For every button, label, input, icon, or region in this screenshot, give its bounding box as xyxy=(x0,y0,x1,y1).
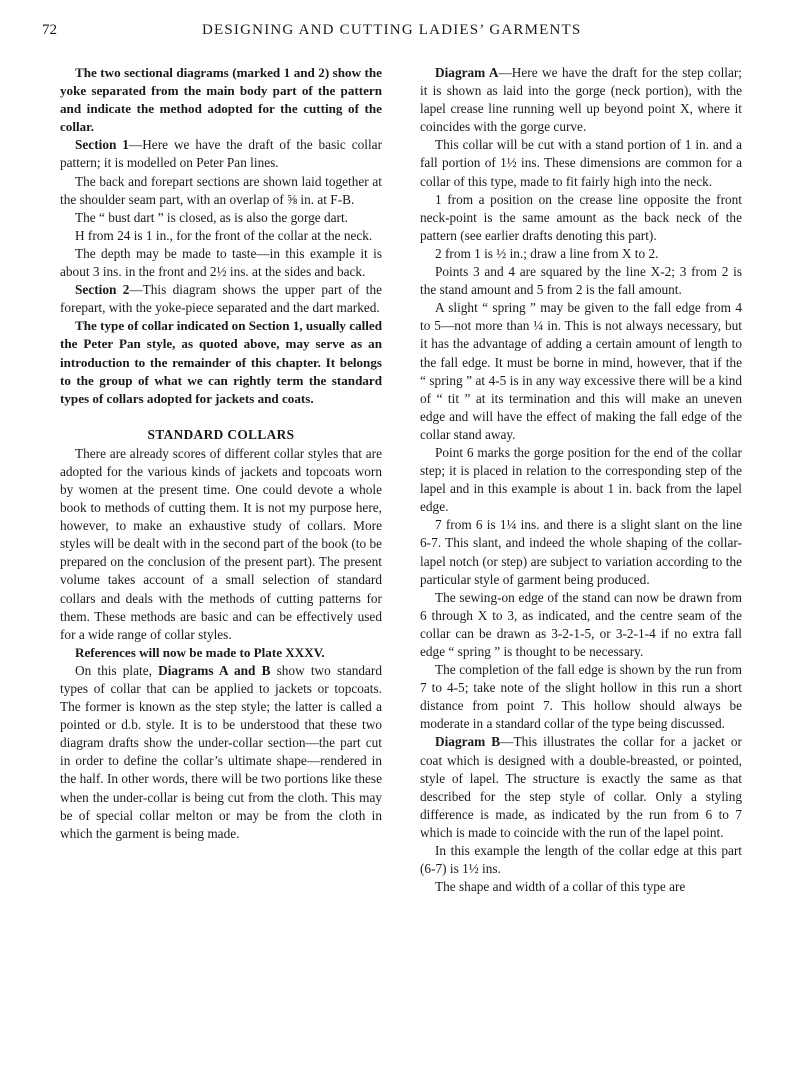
diagrams-text: show two standard types of collar that can be applied to jackets or topcoats. The former is known as the step style; the latter is called a pointed or d.b. style. It is to be understood that these two diagram drafts show the under-collar section—the part cut in order to define the collar’s ultimate shape—rendered in the half. In other words, there will be two portions like these when the under-collar is being cut from the cloth. This may be of special collar melton or may be from the cloth in which the garment is being made. xyxy=(60,662,383,841)
section-1-text: —Here we have the draft of the basic collar pattern; it is modelled on Peter Pan lines. xyxy=(60,137,382,171)
diagram-a-lead: Diagram A xyxy=(435,65,499,80)
diagram-a-paragraph xyxy=(420,64,742,136)
diagrams-lead: Diagrams A and B xyxy=(158,662,271,678)
paragraph: A slight “ spring ” may be given to the fall edge from 4 to 5—not more than ¼ in. This is not always necessary, but it has the advantage of adding a certain amount of length to the fall edge. It must be borne in mind, however, that if the “ spring ” at 4-5 is in any way excessive there will be a kind of “ tit ” at its termination and this will make an uneven edge and will have the effect of making the fall edge of the collar stand away. xyxy=(420,300,742,442)
paragraph: Points 3 and 4 are squared by the line X-2; 3 from 2 is the stand amount and 5 from 2 is the fall amount. xyxy=(420,264,742,298)
paragraph: The sewing-on edge of the stand can now be drawn from 6 through X to 3, as indicated, and the centre seam of the collar can be drawn as 3-2-1-5, or 3-2-1-4 if no extra fall edge “ spring ” is thought to be necessary. xyxy=(420,589,742,659)
paragraph: The back and forepart sections are shown laid together at the shoulder seam part, with an overlap of ⅝ in. at F-B. xyxy=(60,173,382,207)
section-2-text: —This diagram shows the upper part of the forepart, with the yoke-piece separated and the dart marked. xyxy=(60,282,382,316)
diagrams-paragraph xyxy=(60,662,382,843)
peter-pan-bold-paragraph: The type of collar indicated on Section 1, usually called the Peter Pan style, as quoted above, may serve as an introduction to the remainder of this chapter. It belongs to the group of what we can rightly term the standard types of collars adopted for jackets and coats. xyxy=(60,318,382,406)
left-column xyxy=(60,64,382,843)
diagram-b-lead: Diagram B xyxy=(435,734,501,750)
diagram-a-text: —Here we have the draft for the step collar; it is shown as laid into the gorge (neck portion), with the lapel crease line running well up beyond point X, where it coincides with the gorge curve. xyxy=(420,65,742,135)
paragraph: This collar will be cut with a stand portion of 1 in. and a fall portion of 1½ ins. These dimensions are common for a collar of this type, made to fit fairly high into the neck. xyxy=(420,137,742,189)
plate-reference-paragraph: References will now be made to Plate XXXV. xyxy=(75,644,325,660)
section-1-paragraph xyxy=(60,136,382,172)
section-2-paragraph xyxy=(60,281,382,317)
paragraph: Point 6 marks the gorge position for the end of the collar step; it is placed in relation to the corresponding step of the lapel and in this example is about 1 in. back from the lapel edge. xyxy=(420,444,742,515)
paragraph: 1 from a position on the crease line opposite the front neck-point is the same amount as the back neck of the pattern (see earlier drafts denoting this part). xyxy=(420,191,742,243)
page-header xyxy=(42,22,759,42)
diagram-b-text: —This illustrates the collar for a jacket or coat which is designed with a double-breasted, or pointed, style of lapel. The structure is exactly the same as that described for the step style of collar. Only a styling difference is made, as indicated by the run from 6 to 7 which is made to coincide with the run of the lapel point. xyxy=(420,734,742,840)
paragraph: 7 from 6 is 1¼ ins. and there is a slight slant on the line 6-7. This slant, and indeed the whole shaping of the collar-lapel notch (or step) are subject to variation according to the particular style of garment being produced. xyxy=(420,517,742,587)
section-2-lead: Section 2 xyxy=(75,282,130,298)
paragraph: The shape and width of a collar of this type are xyxy=(435,879,686,895)
section-heading: STANDARD COLLARS xyxy=(147,426,295,442)
paragraph: There are already scores of different collar styles that are adopted for the various kinds of jackets and topcoats worn by women at the present time. One could devote a whole book to methods of cutting them. It is not my purpose here, however, to make an exhaustive study of collars. More styles will be dealt with in the second part of the book (to be prepared on the conclusion of the present part). The present volume takes account of a small selection of standard collars and deals with the methods of cutting patterns for them. These methods are basic and can be effectively used for a wide range of collar styles. xyxy=(60,445,382,642)
paragraph: The completion of the fall edge is shown by the run from 7 to 4-5; take note of the slight hollow in this run a short distance from point 7. This hollow should always be moderate in a standard collar of the type being discussed. xyxy=(420,662,742,732)
paragraph: The “ bust dart ” is closed, as is also the gorge dart. xyxy=(75,209,349,225)
diagram-b-paragraph xyxy=(420,733,742,842)
paragraph: H from 24 is 1 in., for the front of the collar at the neck. xyxy=(75,227,373,243)
right-column xyxy=(420,64,742,896)
page-number: 72 xyxy=(42,22,57,38)
running-title: DESIGNING AND CUTTING LADIES’ GARMENTS xyxy=(202,22,582,38)
section-1-lead: Section 1 xyxy=(75,137,129,153)
paragraph: 2 from 1 is ½ in.; draw a line from X to 2. xyxy=(435,245,659,261)
paragraph: The depth may be made to taste—in this example it is about 3 ins. in the front and 2½ ins. at the sides and back. xyxy=(60,245,382,280)
intro-bold-paragraph: The two sectional diagrams (marked 1 and 2) show the yoke separated from the main body part of the pattern and indicate the method adopted for the cutting of the collar. xyxy=(60,65,382,135)
diagrams-pre: On this plate, xyxy=(75,662,159,678)
paragraph: In this example the length of the collar edge at this part (6-7) is 1½ ins. xyxy=(420,843,742,877)
